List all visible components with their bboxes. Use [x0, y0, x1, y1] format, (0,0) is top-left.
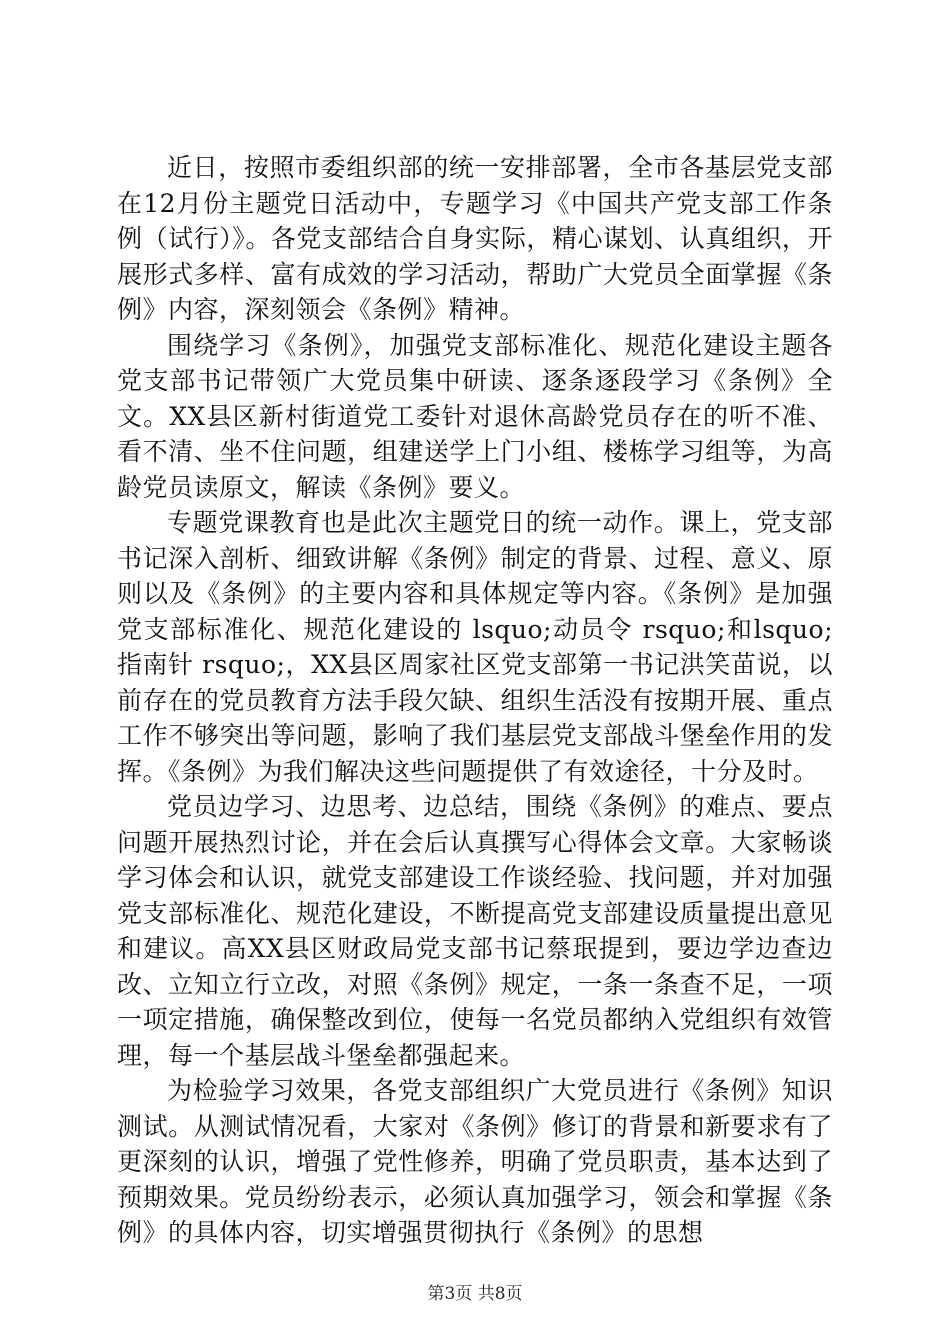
paragraph-3: 专题党课教育也是此次主题党日的统一动作。课上，党支部书记深入剖析、细致讲解《条例》制定的背景、过程、意义、原则以及《条例》的主要内容和具体规定等内容。《条例》是加强党支部标准化、规范化建设的 lsquo;动员令 rsquo;和lsquo;指南针 rsquo;，XX县区周家社区党支部第一书记洪笑苗说，以前存在的党员教育方法手段欠缺、组织生活没有按期开展、重点工作不够突出等问题，影响了我们基层党支部战斗堡垒作用的发挥。《条例》为我们解决这些问题提供了有效途径，十分及时。 — [117, 508, 833, 786]
paragraph-4: 党员边学习、边思考、边总结，围绕《条例》的难点、要点问题开展热烈讨论，并在会后认真撰写心得体会文章。大家畅谈学习体会和认识，就党支部建设工作谈经验、找问题，并对加强党支部标准化、规范化建设，不断提高党支部建设质量提出意见和建议。高XX县区财政局党支部书记蔡珉提到，要边学边查边改、立知立行立改，对照《条例》规定，一条一条查不足，一项一项定措施，确保整改到位，使每一名党员都纳入党组织有效管理，每一个基层战斗堡垒都强起来。 — [117, 792, 833, 1070]
paragraph-1: 近日，按照市委组织部的统一安排部署，全市各基层党支部在12月份主题党日活动中，专题学习《中国共产党支部工作条例（试行）》。各党支部结合自身实际，精心谋划、认真组织，开展形式多样、富有成效的学习活动，帮助广大党员全面掌握《条例》内容，深刻领会《条例》精神。 — [117, 153, 833, 324]
paragraph-2: 围绕学习《条例》，加强党支部标准化、规范化建设主题各党支部书记带领广大党员集中研读、逐条逐段学习《条例》全文。XX县区新村街道党工委针对退休高龄党员存在的听不准、看不清、坐不住问题，组建送学上门小组、楼栋学习组等，为高龄党员读原文，解读《条例》要义。 — [117, 330, 833, 502]
document-body — [117, 150, 833, 1251]
page-footer: 第3页 共8页 — [427, 1284, 523, 1304]
paragraph-5: 为检验学习效果，各党支部组织广大党员进行《条例》知识测试。从测试情况看，大家对《条例》修订的背景和新要求有了更深刻的认识，增强了党性修养，明确了党员职责，基本达到了预期效果。党员纷纷表示，必须认真加强学习，领会和掌握《条例》的具体内容，切实增强贯彻执行《条例》的思想 — [117, 1076, 833, 1247]
